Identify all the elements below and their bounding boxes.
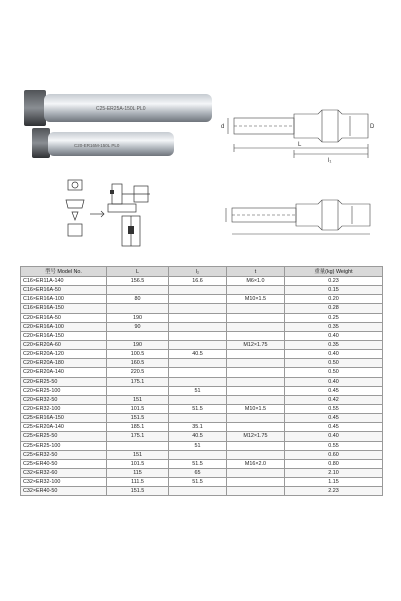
cell-weight: 0.40 [285, 350, 383, 359]
cell-model: C25×ER32-50 [21, 450, 107, 459]
table-row [21, 295, 383, 304]
cell-thread [227, 450, 285, 459]
cell-model: C25×ER25-50 [21, 432, 107, 441]
cell-l: 151.5 [107, 414, 169, 423]
cell-weight: 0.15 [285, 286, 383, 295]
cell-l2 [169, 322, 227, 331]
cell-l: 156.5 [107, 277, 169, 286]
cell-model: C16×ER16A-100 [21, 295, 107, 304]
cell-l: 101.5 [107, 459, 169, 468]
table-row [21, 459, 383, 468]
diagram-label-l1: l₁ [328, 158, 332, 164]
cell-thread [227, 313, 285, 322]
table-row [21, 432, 383, 441]
cell-weight: 1.15 [285, 478, 383, 487]
table-row [21, 322, 383, 331]
cell-l2 [169, 395, 227, 404]
cell-l: 160.5 [107, 359, 169, 368]
cell-model: C20×ER16A-150 [21, 331, 107, 340]
table-row [21, 395, 383, 404]
cell-thread [227, 386, 285, 395]
diagram-label-D: D [370, 124, 375, 130]
cell-weight: 0.55 [285, 404, 383, 413]
table-row [21, 404, 383, 413]
spec-table [20, 266, 383, 496]
cell-model: C20×ER16A-100 [21, 322, 107, 331]
cell-weight: 2.10 [285, 468, 383, 477]
header-l2: l₂ [169, 267, 227, 277]
cell-model: C25×ER25-100 [21, 441, 107, 450]
table-header-row [21, 267, 383, 277]
table-row [21, 377, 383, 386]
cell-weight: 0.28 [285, 304, 383, 313]
cell-model: C25×ER20A-140 [21, 423, 107, 432]
table-row [21, 359, 383, 368]
header-weight: 重量(kg) Weight [285, 267, 383, 277]
cell-l2 [169, 313, 227, 322]
table-row [21, 450, 383, 459]
cell-l: 185.1 [107, 423, 169, 432]
cell-l2: 51 [169, 441, 227, 450]
cell-weight: 0.45 [285, 423, 383, 432]
table-row [21, 304, 383, 313]
cell-model: C20×ER20A-60 [21, 340, 107, 349]
technical-drawing-bottom [214, 192, 384, 242]
holder-bottom [32, 128, 174, 158]
cell-thread [227, 322, 285, 331]
cell-l: 151.5 [107, 487, 169, 496]
cell-model: C16×ER16A-50 [21, 286, 107, 295]
cell-model: C16×ER11A-140 [21, 277, 107, 286]
cell-model: C20×ER25-100 [21, 386, 107, 395]
cell-l [107, 441, 169, 450]
diagram-label-d: d [221, 124, 225, 130]
cell-thread [227, 423, 285, 432]
cell-thread [227, 441, 285, 450]
cell-l2: 51.5 [169, 404, 227, 413]
cell-thread [227, 395, 285, 404]
cell-thread [227, 331, 285, 340]
table-row [21, 478, 383, 487]
header-thread: t [227, 267, 285, 277]
cell-model: C25×ER16A-150 [21, 414, 107, 423]
cell-l: 190 [107, 313, 169, 322]
cell-l [107, 331, 169, 340]
table-row [21, 441, 383, 450]
cell-l2: 40.5 [169, 350, 227, 359]
cell-weight: 0.23 [285, 277, 383, 286]
cell-model: C32×ER40-50 [21, 487, 107, 496]
cell-l: 151 [107, 395, 169, 404]
cell-thread [227, 487, 285, 496]
holder-top-label: C25-ER25A-150L PL0 [96, 106, 146, 112]
cell-l2: 51.5 [169, 478, 227, 487]
cell-l2 [169, 487, 227, 496]
table-row [21, 350, 383, 359]
cell-l: 101.5 [107, 404, 169, 413]
cell-l2 [169, 368, 227, 377]
cell-l: 175.1 [107, 432, 169, 441]
cell-thread [227, 377, 285, 386]
cell-l2 [169, 377, 227, 386]
cell-thread [227, 368, 285, 377]
holder-top [24, 90, 212, 126]
cell-model: C32×ER32-60 [21, 468, 107, 477]
cell-thread: M6×1.0 [227, 277, 285, 286]
cell-thread: M10×1.5 [227, 404, 285, 413]
table-row [21, 313, 383, 322]
cell-thread [227, 350, 285, 359]
cell-l2 [169, 304, 227, 313]
cell-thread [227, 414, 285, 423]
cell-l: 220.5 [107, 368, 169, 377]
cell-thread [227, 478, 285, 487]
table-row [21, 423, 383, 432]
cell-model: C20×ER20A-140 [21, 368, 107, 377]
header-model: 型号 Model No. [21, 267, 107, 277]
cell-thread [227, 359, 285, 368]
cell-weight: 0.45 [285, 414, 383, 423]
cell-weight: 0.80 [285, 459, 383, 468]
cell-model: C20×ER20A-120 [21, 350, 107, 359]
cell-thread [227, 304, 285, 313]
cell-weight: 0.40 [285, 331, 383, 340]
cell-l: 111.5 [107, 478, 169, 487]
table-row [21, 368, 383, 377]
cell-model: C20×ER16A-50 [21, 313, 107, 322]
cell-l2: 65 [169, 468, 227, 477]
table-body [21, 277, 383, 496]
cell-l2 [169, 414, 227, 423]
diagram-label-L: L [298, 142, 302, 148]
cell-l2 [169, 340, 227, 349]
table-row [21, 286, 383, 295]
cell-l [107, 304, 169, 313]
cell-weight: 0.40 [285, 432, 383, 441]
cell-model: C16×ER16A-150 [21, 304, 107, 313]
cell-l: 190 [107, 340, 169, 349]
cell-l2: 16.6 [169, 277, 227, 286]
cell-model: C20×ER25-50 [21, 377, 107, 386]
table-row [21, 487, 383, 496]
cell-weight: 0.60 [285, 450, 383, 459]
technical-drawing-top [218, 104, 380, 166]
cell-l: 90 [107, 322, 169, 331]
cell-l2 [169, 295, 227, 304]
cell-thread: M10×1.5 [227, 295, 285, 304]
table-row [21, 331, 383, 340]
cell-l [107, 286, 169, 295]
cell-thread: M12×1.75 [227, 340, 285, 349]
cell-l: 80 [107, 295, 169, 304]
cell-weight: 2.23 [285, 487, 383, 496]
cell-weight: 0.50 [285, 359, 383, 368]
cell-weight: 0.20 [285, 295, 383, 304]
table-row [21, 277, 383, 286]
cell-model: C20×ER20A-180 [21, 359, 107, 368]
cell-weight: 0.25 [285, 313, 383, 322]
cell-l2: 51.5 [169, 459, 227, 468]
cell-thread: M16×2.0 [227, 459, 285, 468]
cell-model: C32×ER32-100 [21, 478, 107, 487]
cell-l2 [169, 331, 227, 340]
cell-model: C20×ER32-50 [21, 395, 107, 404]
cell-weight: 0.42 [285, 395, 383, 404]
cell-weight: 0.55 [285, 441, 383, 450]
cell-l: 100.5 [107, 350, 169, 359]
cell-l2 [169, 286, 227, 295]
table-row [21, 340, 383, 349]
table-row [21, 386, 383, 395]
cell-thread: M12×1.75 [227, 432, 285, 441]
cell-weight: 0.40 [285, 377, 383, 386]
cell-model: C25×ER40-50 [21, 459, 107, 468]
cell-weight: 0.35 [285, 322, 383, 331]
cell-l: 115 [107, 468, 169, 477]
cell-l2 [169, 359, 227, 368]
cell-l: 175.1 [107, 377, 169, 386]
cell-thread [227, 286, 285, 295]
product-photo [18, 88, 214, 168]
header-l: L [107, 267, 169, 277]
table-row [21, 468, 383, 477]
cell-model: C20×ER32-100 [21, 404, 107, 413]
cell-thread [227, 468, 285, 477]
cell-weight: 0.50 [285, 368, 383, 377]
cell-l2: 51 [169, 386, 227, 395]
cell-l2: 40.5 [169, 432, 227, 441]
cell-weight: 0.35 [285, 340, 383, 349]
cell-weight: 0.45 [285, 386, 383, 395]
assembly-steps-drawing [60, 176, 160, 252]
cell-l2: 35.1 [169, 423, 227, 432]
holder-bottom-label: C20-ER16M-150L PL0 [74, 143, 120, 148]
cell-l [107, 386, 169, 395]
cell-l: 151 [107, 450, 169, 459]
table-row [21, 414, 383, 423]
cell-l2 [169, 450, 227, 459]
